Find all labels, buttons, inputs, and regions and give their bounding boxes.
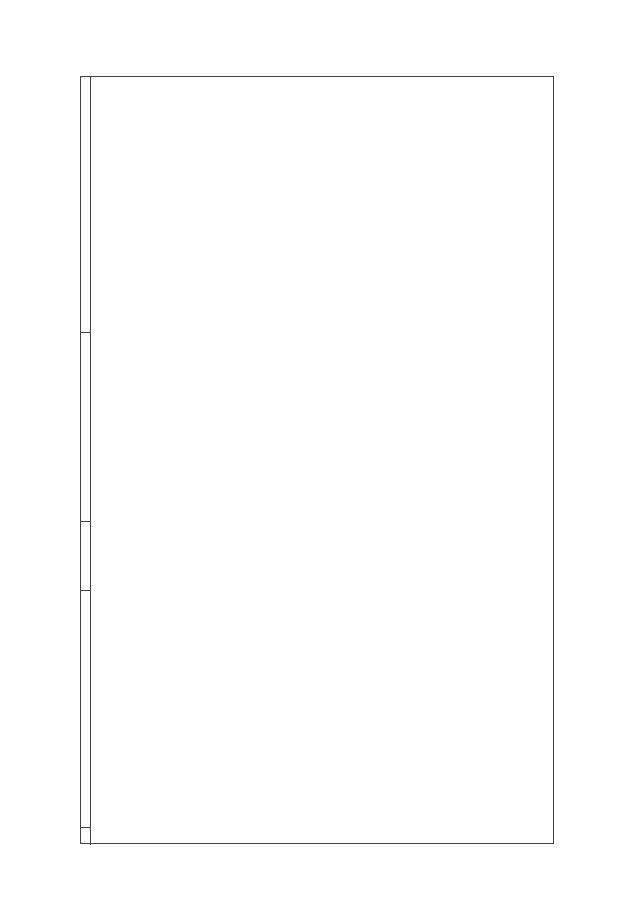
header-col-2 (81, 590, 90, 827)
table-body (81, 77, 555, 845)
header-col-4 (81, 332, 90, 521)
header-col-1 (81, 827, 90, 845)
header-col-3 (81, 521, 90, 590)
repair-schedule-table (80, 76, 554, 844)
header-col-5 (81, 77, 90, 332)
table-header-row (81, 77, 91, 845)
